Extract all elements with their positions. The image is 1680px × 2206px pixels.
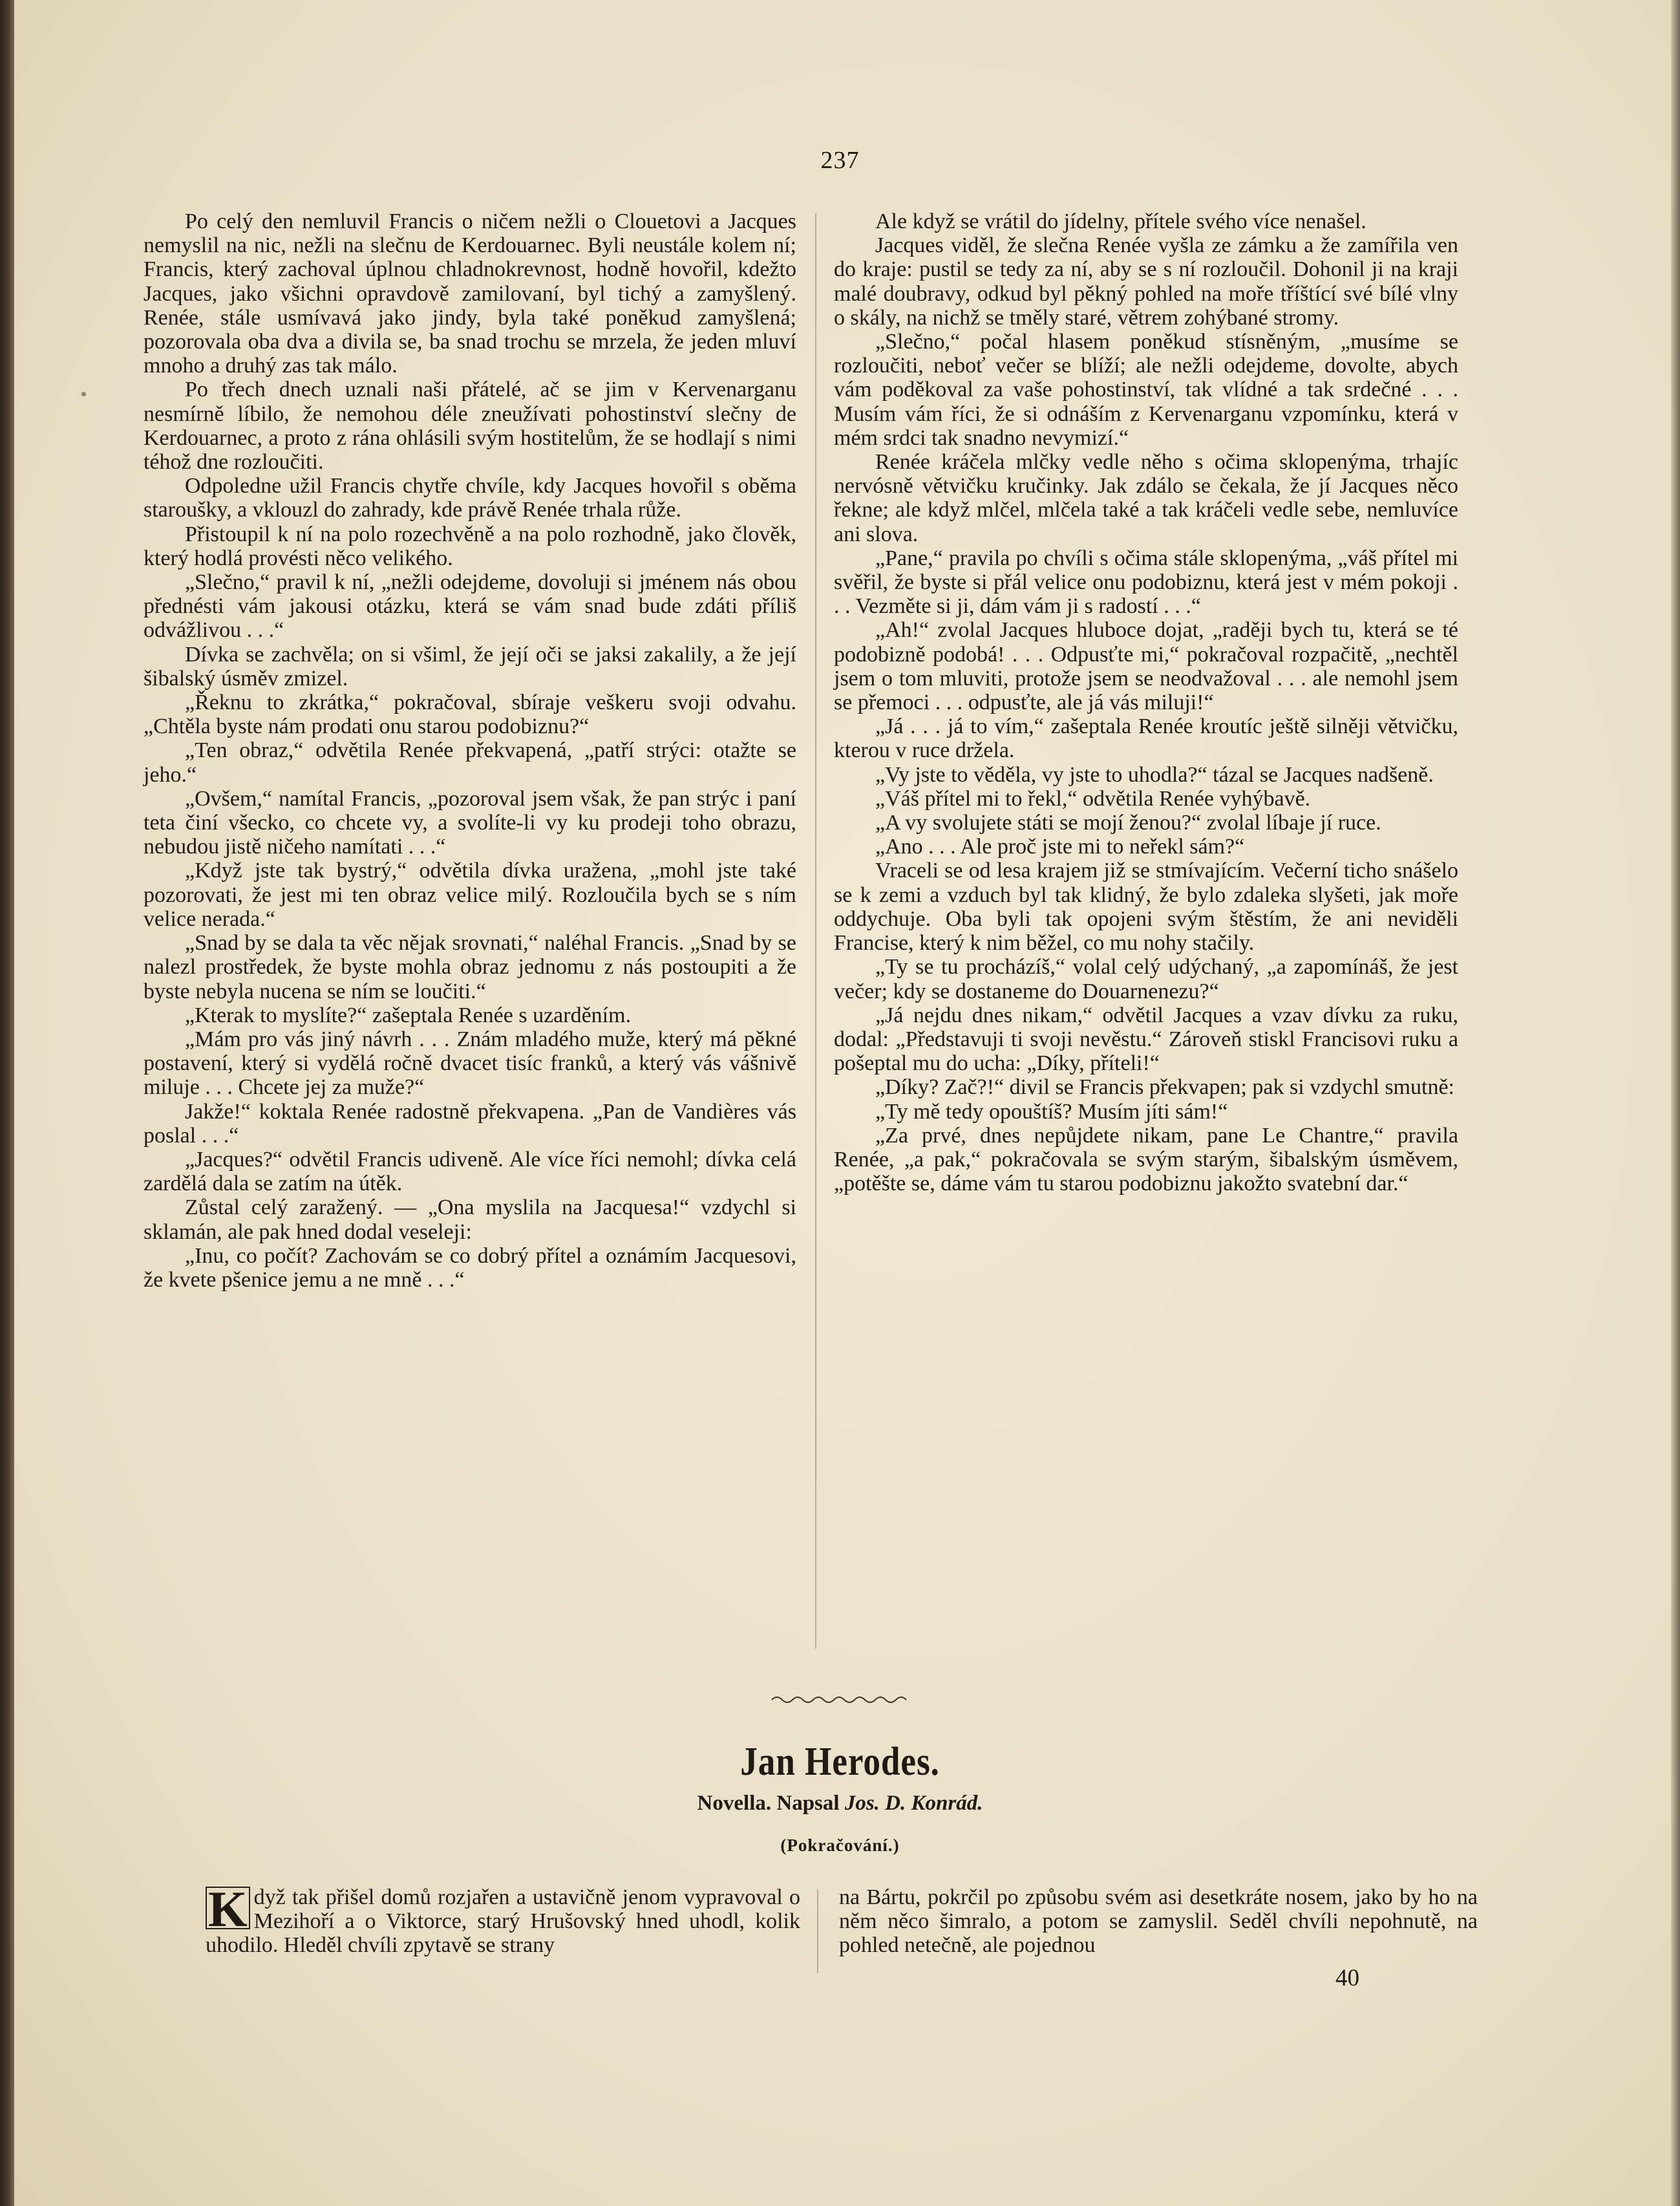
story-right-column	[839, 1885, 1478, 1958]
paragraph: Odpoledne užil Francis chytře chvíle, kdy Jacques hovořil s oběma staroušky, a vklouzl do zahrady, kde právě Renée trhala růže.	[144, 474, 796, 522]
paragraph: „Ten obraz,“ odvětila Renée překvapená, „patří strýci: otažte se jeho.“	[144, 738, 796, 787]
paragraph: „Slečno,“ pravil k ní, „nežli odejdeme, dovoluji si jménem nás obou přednésti vám jakousi otázku, která se vám snad bude zdáti příliš odvážlivou . . .“	[144, 570, 796, 643]
paragraph: „Já nejdu dnes nikam,“ odvětil Jacques a vzav dívku za ruku, dodal: „Představuji ti svoji nevěstu.“ Zároveň stiskl Francisovi ruku a pošeptal mu do ucha: „Díky, příteli!“	[834, 1003, 1458, 1076]
column-divider	[815, 213, 816, 1649]
paragraph: „Ah!“ zvolal Jacques hluboce dojat, „raději bych tu, která se té podobizně podobá! . . . Odpusťte mi,“ pokračoval rozpačitě, „nechtěl jsem o tom mluviti, protože jsem se neodvažoval . . . ale nemohl jsem se přemoci . . . odpusťte, ale já vás miluji!“	[834, 618, 1458, 715]
byline-prefix: Novella. Napsal	[697, 1792, 840, 1815]
paragraph: „Kterak to myslíte?“ zašeptala Renée s uzarděním.	[185, 1003, 632, 1027]
paragraph: „Ty se tu procházíš,“ volal celý udýchaný, „a zapomínáš, že jest večer; kdy se dostaneme do Douarnenezu?“	[834, 955, 1458, 1003]
author-name: Jos. D. Konrád.	[844, 1792, 983, 1815]
paragraph: Jacques viděl, že slečna Renée vyšla ze zámku a že zamířila ven do kraje: pustil se tedy za ní, aby se s ní rozloučil. Dohonil ji na kraji malé doubravy, odkud byl pěkný pohled na moře tříštící své bílé vlny o skály, na nichž se tměly staré, větrem zohýbané stromy.	[834, 233, 1458, 330]
paragraph: „Ty mě tedy opouštíš? Musím jíti sám!“	[875, 1099, 1228, 1124]
paragraph: „Řeknu to zkrátka,“ pokračoval, sbíraje veškeru svoji odvahu. „Chtěla byste nám prodati onu starou podobiznu?“	[144, 691, 796, 739]
paragraph: Jakže!“ koktala Renée radostně překvapena. „Pan de Vandières vás poslal . . .“	[144, 1099, 796, 1148]
paragraph: Po třech dnech uznali naši přátelé, ač se jim v Kervenarganu nesmírně líbilo, že nemohou déle zneužívati pohostinství slečny de Kerdouarnec, a proto z rána ohlásili svým hostitelům, že se hodlají s nimi téhož dne rozloučiti.	[144, 378, 796, 475]
page-number: 237	[820, 147, 860, 174]
paragraph: „Ano . . . Ale proč jste mi to neřekl sám?“	[875, 835, 1245, 859]
paragraph: Přistoupil k ní na polo rozechvěně a na polo rozhodně, jako člověk, který hodlá provésti něco velikého.	[144, 522, 796, 570]
paragraph: „Ovšem,“ namítal Francis, „pozoroval jsem však, že pan strýc i paní teta činí všecko, co chcete vy, a svolíte-li vy ku prodeji toho obrazu, nebudou jistě ničeho namítati . . .“	[144, 786, 796, 859]
section-ornament	[769, 1692, 911, 1708]
paragraph: Vraceli se od lesa krajem již se stmívajícím. Večerní ticho snášelo se k zemi a vzduch byl tak klidný, že bylo zdaleka slyšeti, jak moře oddychuje. Oba byli tak opojeni svým štěstím, že ani neviděli Francise, který k nim běžel, co mu nohy stačily.	[834, 859, 1458, 956]
paragraph: „Jacques?“ odvětil Francis udiveně. Ale více říci nemohl; dívka celá zardělá dala se zatím na útěk.	[144, 1147, 796, 1196]
paragraph: Po celý den nemluvil Francis o ničem nežli o Clouetovi a Jacques nemyslil na nic, nežli na slečnu de Kerdouarnec. Byli neustále kolem ní; Francis, který zachoval úplnou chladnokrevnost, hodně hovořil, kdežto Jacques, jako všichni opravdově zamilovaní, byl tichý a zamyšlený. Renée, stále usmívavá jako jindy, byla také poněkud zamyšlená; pozorovala oba dva a divila se, ba snad trochu se mrzela, že jeden mluví mnoho a druhý zas tak málo.	[144, 209, 796, 378]
column-divider	[817, 1889, 818, 1973]
paragraph: Zůstal celý zaražený. — „Ona myslila na Jacquesa!“ vzdychl si sklamán, ale pak hned dodal veseleji:	[144, 1195, 796, 1244]
paragraph: Dívka se zachvěla; on si všiml, že její oči se jaksi zakalily, a že její šibalský úsměv zmizel.	[144, 642, 796, 691]
paragraph: „Slečno,“ počal hlasem poněkud stísněným, „musíme se rozloučiti, neboť večer se blíží; ale nežli odejdeme, dovolte, abych vám poděkoval za vaše pohostinství, tak vlídné a tak srdečné . . . Musím vám říci, že si odnáším z Kervenarganu vzpomínku, která v mém srdci tak snadno nevymizí.“	[834, 330, 1458, 450]
paragraph: na Bártu, pokrčil po způsobu svém asi desetkráte nosem, jako by ho na něm něco šimralo, a potom se zamyslil. Seděl chvíli nepohnutě, na pohled netečně, ale pojednou	[839, 1885, 1478, 1958]
book-binding-edge	[0, 0, 14, 2206]
story-left-column	[206, 1881, 800, 1958]
paragraph: „Váš přítel mi to řekl,“ odvětila Renée vyhýbavě.	[875, 786, 1311, 811]
margin-mark	[81, 392, 86, 396]
left-text-column	[144, 209, 796, 1292]
paragraph-text: dyž tak přišel domů rozjařen a ustavičně jenom vypravoval o Mezihoří a o Viktorce, starý Hrušovský hned uhodl, kolik uhodilo. Hleděl chvíli zpytavě se strany	[206, 1885, 800, 1958]
paragraph: Ale když se vrátil do jídelny, přítele svého více nenašel.	[875, 209, 1366, 233]
paragraph: „Díky? Zač?!“ divil se Francis překvapen; pak si vzdychl smutně:	[875, 1075, 1454, 1100]
story-title: Jan Herodes.	[740, 1740, 940, 1784]
paragraph: Renée kráčela mlčky vedle něho s očima sklopenýma, trhajíc nervósně větvičku kručinky. Jak zdálo se čekala, že jí Jacques něco řekne; ale když mlčel, mlčela také a tak kráčeli vedle sebe, nemluvíce ani slova.	[834, 450, 1458, 546]
paragraph: „Když jste tak bystrý,“ odvětila dívka uražena, „mohl jste také pozorovati, že jest mi ten obraz velice milý. Rozloučila bych se s ním velice nerada.“	[144, 859, 796, 931]
paragraph: „Pane,“ pravila po chvíli s očima stále sklopenýma, „váš přítel mi svěřil, že byste si přál velice onu podobiznu, která jest v mém pokoji . . . Vezměte si ji, dám vám ji s radostí . . .“	[834, 546, 1458, 619]
paragraph: „Snad by se dala ta věc nějak srovnati,“ naléhal Francis. „Snad by se nalezl prostředek, že byste mohla obraz jednomu z nás postoupiti a že byste nebyla nucena se ním se loučiti.“	[144, 931, 796, 1003]
right-text-column	[834, 209, 1458, 1195]
paragraph: „Já . . . já to vím,“ zašeptala Renée kroutíc ještě silněji větvičku, kterou v ruce držela.	[834, 714, 1458, 763]
paragraph: „Za prvé, dnes nepůjdete nikam, pane Le Chantre,“ pravila Renée, „a pak,“ pokračovala se svým starým, šibalským úsměvem, „potěšte se, dáme vám tu starou podobiznu jakožto svatební dar.“	[834, 1123, 1458, 1196]
page-edge-shadow	[1671, 0, 1680, 2206]
drop-cap: K	[206, 1887, 250, 1929]
paragraph: „Inu, co počít? Zachovám se co dobrý přítel a oznámím Jacquesovi, že kvete pšenice jemu a ne mně . . .“	[144, 1243, 796, 1292]
paragraph: „Mám pro vás jiný návrh . . . Znám mladého muže, který má pěkné postavení, který si vydělá ročně dvacet tisíc franků, a který vás vášnivě miluje . . . Chcete jej za muže?“	[144, 1027, 796, 1100]
continuation-note: (Pokračování.)	[780, 1836, 900, 1855]
paragraph: „Vy jste to věděla, vy jste to uhodla?“ tázal se Jacques nadšeně.	[875, 762, 1434, 787]
story-byline	[0, 1792, 1680, 1815]
paragraph	[206, 1881, 800, 1958]
signature-mark: 40	[1335, 1965, 1359, 1991]
paragraph: „A vy svolujete státi se mojí ženou?“ zvolal líbaje jí ruce.	[875, 811, 1381, 835]
